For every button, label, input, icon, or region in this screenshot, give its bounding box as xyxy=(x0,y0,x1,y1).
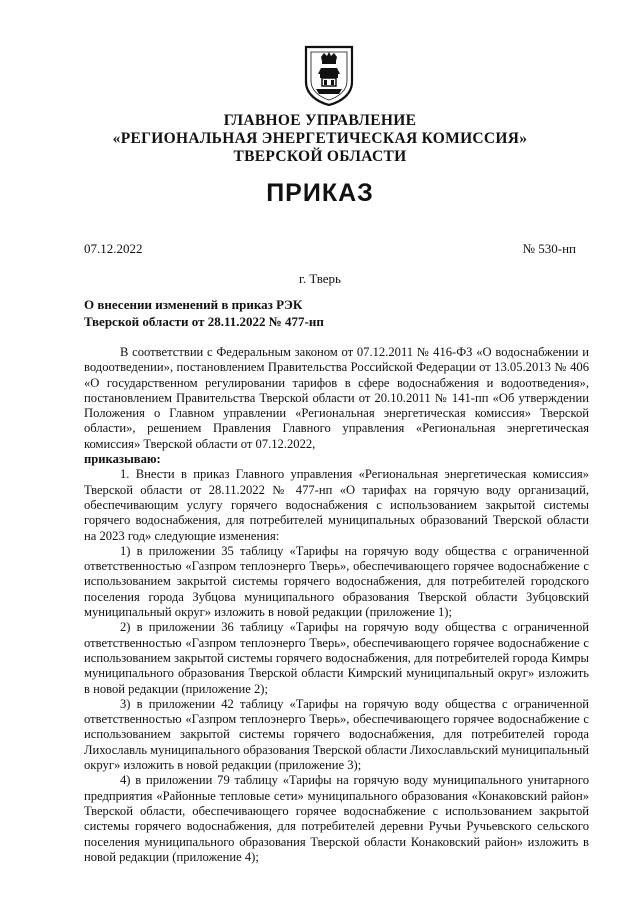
document-number: № 530-нп xyxy=(522,241,576,256)
item-1-paragraph: 1. Внести в приказ Главного управления «Региональная энергетическая комиссия» Тверской области от 28.11.2022 № 477-нп «О тарифах на горячую воду организаций, обеспечивающим услугу горячего водоснабжения с использованием закрытой системы горячего водоснабжения, для потребителей муниципальных образований Тверской области на 2023 год» следующие изменения: xyxy=(84,467,589,543)
org-name-line-1: ГЛАВНОЕ УПРАВЛЕНИЕ xyxy=(223,112,417,129)
org-name-line-2: «РЕГИОНАЛЬНАЯ ЭНЕРГЕТИЧЕСКАЯ КОМИССИЯ» xyxy=(112,130,528,147)
subitem-3-paragraph: 3) в приложении 42 таблицу «Тарифы на горячую воду общества с ограниченной ответственностью «Газпром теплоэнерго Тверь», обеспечивающего горячее водоснабжение с использованием закрытой системы горячего водоснабжения, для потребителей города Лихославль муниципального образования Тверской области Лихославльский муниципальный округ» изложить в новой редакции (приложение 3); xyxy=(84,696,590,773)
document-city: г. Тверь xyxy=(299,271,341,286)
document-type-title: ПРИКАЗ xyxy=(266,179,374,207)
document-date: 07.12.2022 xyxy=(84,241,143,256)
subitem-2-paragraph: 2) в приложении 36 таблицу «Тарифы на горячую воду общества с ограниченной ответственностью «Газпром теплоэнерго Тверь», обеспечивающего горячее водоснабжение с использованием закрытой системы горячего водоснабжения, для потребителей города Кимры муниципального образования Тверской области Кимрский муниципальный округ» изложить в новой редакции (приложение 2); xyxy=(84,620,589,696)
coat-of-arms-icon xyxy=(303,44,355,106)
document-body xyxy=(84,345,589,865)
document-subject xyxy=(84,296,324,330)
decree-word: приказываю: xyxy=(84,452,161,467)
preamble-paragraph: В соответствии с Федеральным законом от 07.12.2011 № 416-ФЗ «О водоснабжении и водоотведении», постановлением Правительства Российской Федерации от 13.05.2013 № 406 «О государственном регулировании тарифов в сфере водоснабжения и водоотведения», постановлением Правительства Тверской области от 20.10.2011 № 141-пп «Об утверждении Положения о Главном управлении «Региональная энергетическая комиссия» Тверской области», решением Правления Главного управления «Региональная энергетическая комиссия» Тверской области от 07.12.2022, xyxy=(84,345,589,451)
org-name-line-3: ТВЕРСКОЙ ОБЛАСТИ xyxy=(233,148,407,165)
subject-line-2: Тверской области от 28.11.2022 № 477-нп xyxy=(84,314,324,329)
subitem-4-paragraph: 4) в приложении 79 таблицу «Тарифы на горячую воду муниципального унитарного предприятия «Районные тепловые сети» муниципального образования «Конаковский район» Тверской области, обеспечивающего горячее водоснабжение с использованием закрытой системы горячего водоснабжения, для потребителей деревни Ручьи Ручьевского сельского поселения муниципального образования Тверской области Конаковский район» изложить в новой редакции (приложение 4); xyxy=(84,773,589,864)
subject-line-1: О внесении изменений в приказ РЭК xyxy=(84,297,303,312)
subitem-1-paragraph: 1) в приложении 35 таблицу «Тарифы на горячую воду общества с ограниченной ответственностью «Газпром теплоэнерго Тверь», обеспечивающего горячее водоснабжение с использованием закрытой системы горячего водоснабжения, для потребителей городского поселения города Зубцова муниципального образования Тверской области Зубцовский муниципальный округ» изложить в новой редакции (приложение 1); xyxy=(84,543,589,620)
